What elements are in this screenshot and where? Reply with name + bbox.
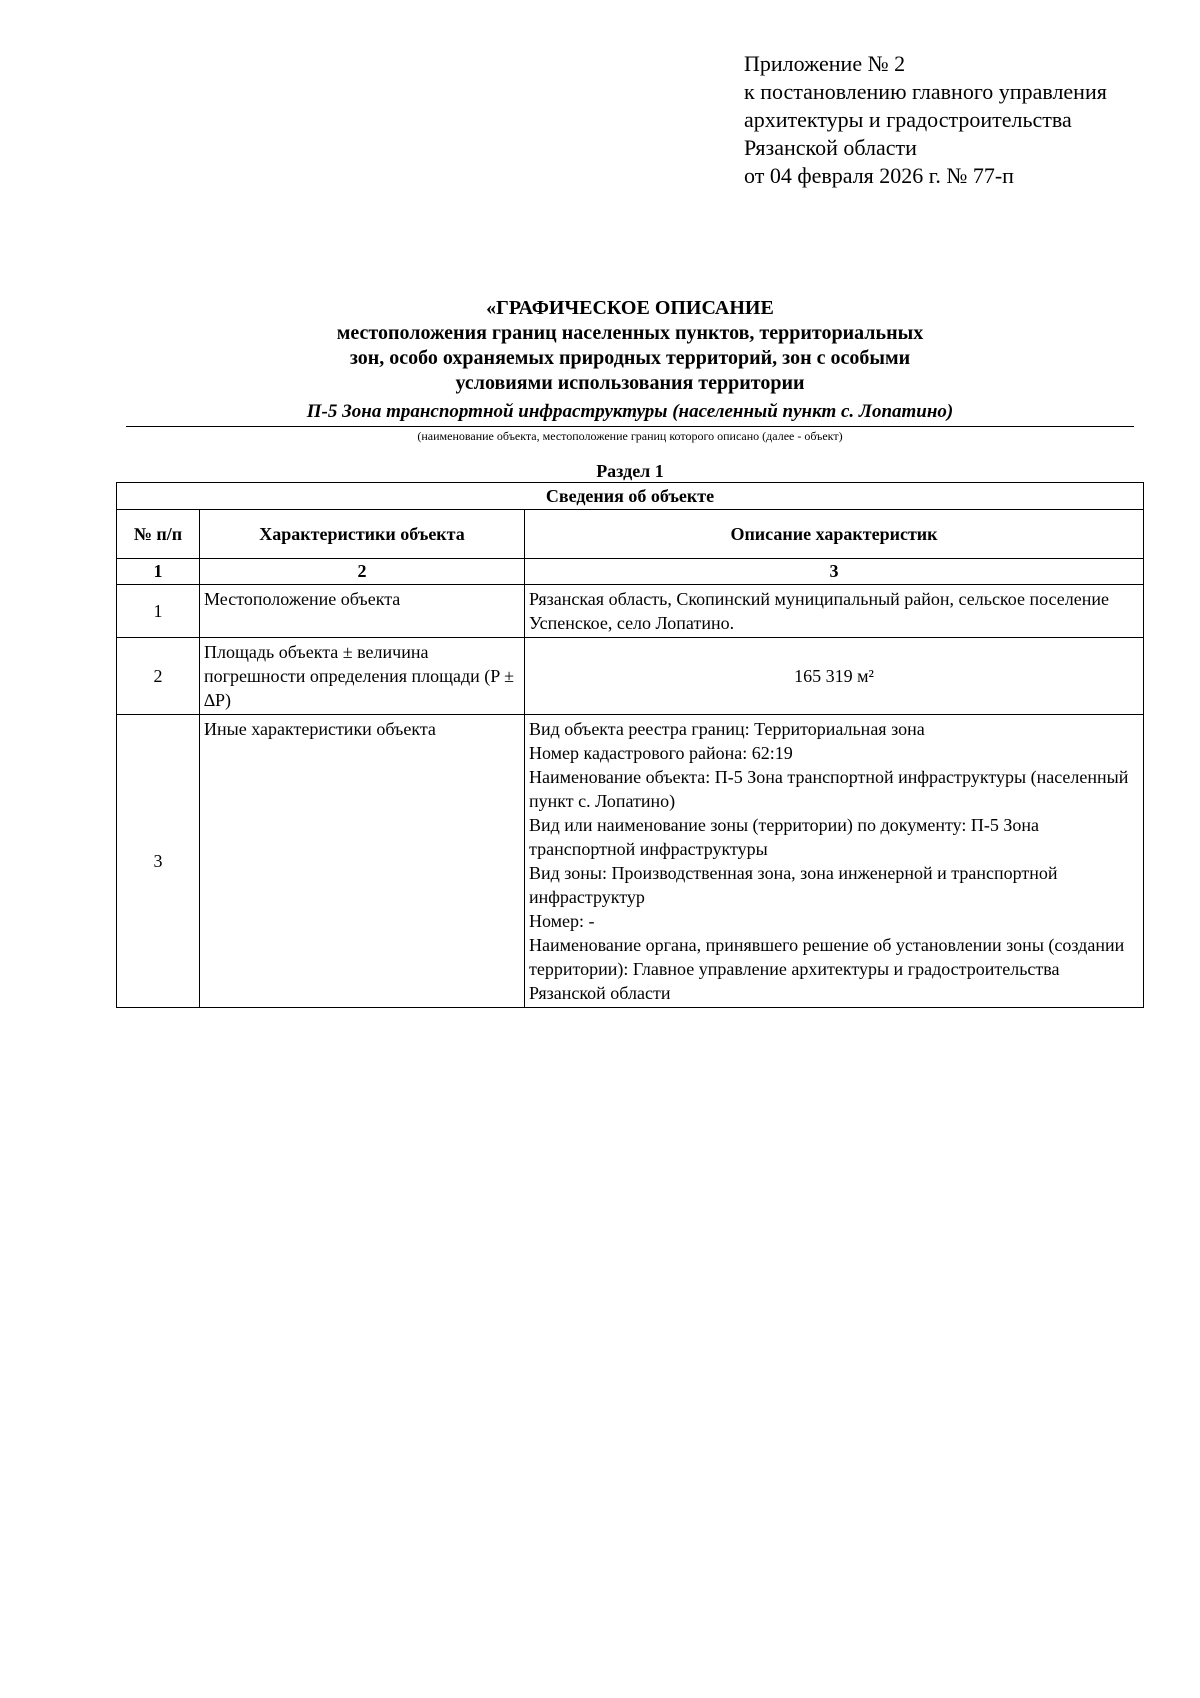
column-number: 2 <box>200 559 525 585</box>
description-line: Номер кадастрового района: 62:19 <box>529 743 793 763</box>
row-num: 3 <box>117 715 200 1008</box>
row-num: 1 <box>117 585 200 638</box>
title-sub-line-3: условиями использования территории <box>455 372 805 394</box>
description-line: Вид зоны: Производственная зона, зона инженерной и транспортной инфраструктур <box>529 863 1058 907</box>
description-line: Наименование объекта: П-5 Зона транспортной инфраструктуры (населенный пункт с. Лопатино) <box>529 767 1129 811</box>
description-line: Номер: - <box>529 911 595 931</box>
header-description: Описание характеристик <box>525 510 1144 559</box>
appendix-header <box>744 50 1107 190</box>
row-characteristic: Местоположение объекта <box>200 585 525 638</box>
header-characteristic: Характеристики объекта <box>200 510 525 559</box>
column-number-row <box>117 559 1144 585</box>
appendix-line-5: от 04 февраля 2026 г. № 77-п <box>744 163 1014 188</box>
title-sub-line-2: зон, особо охраняемых природных территорий, зон с особыми <box>349 347 911 369</box>
row-characteristic: Площадь объекта ± величина погрешности определения площади (P ± ∆P) <box>200 638 525 715</box>
column-number: 1 <box>117 559 200 585</box>
header-num: № п/п <box>117 510 200 559</box>
table-caption: Сведения об объекте <box>117 483 1144 510</box>
object-name: П-5 Зона транспортной инфраструктуры (населенный пункт с. Лопатино) <box>306 401 954 422</box>
appendix-line-3: архитектуры и градостроительства <box>744 107 1072 132</box>
description-line: Наименование органа, принявшего решение об установлении зоны (создании территории): Главное управление архитектуры и градостроительства Рязанской области <box>529 935 1125 1003</box>
appendix-line-4: Рязанской области <box>744 135 917 160</box>
table-header-row <box>117 510 1144 559</box>
table-caption-row <box>117 483 1144 510</box>
row-characteristic: Иные характеристики объекта <box>200 715 525 1008</box>
title-sub-line-1: местоположения границ населенных пунктов, территориальных <box>336 322 924 344</box>
table-row <box>117 715 1144 1008</box>
row-description: Рязанская область, Скопинский муниципальный район, сельское поселение Успенское, село Лопатино. <box>525 585 1144 638</box>
document-title <box>126 296 1134 396</box>
table-row <box>117 585 1144 638</box>
column-number: 3 <box>525 559 1144 585</box>
row-description: 165 319 м² <box>525 638 1144 715</box>
title-main: «ГРАФИЧЕСКОЕ ОПИСАНИЕ <box>486 297 774 319</box>
table-row <box>117 638 1144 715</box>
description-line: Вид или наименование зоны (территории) по документу: П-5 Зона транспортной инфраструктуры <box>529 815 1040 859</box>
section-label: Раздел 1 <box>596 461 664 481</box>
object-underline <box>126 426 1134 427</box>
row-num: 2 <box>117 638 200 715</box>
appendix-line-2: к постановлению главного управления <box>744 79 1107 104</box>
object-caption: (наименование объекта, местоположение границ которого описано (далее - объект) <box>417 429 843 443</box>
row-description <box>525 715 1144 1008</box>
description-line: Вид объекта реестра границ: Территориальная зона <box>529 719 925 739</box>
appendix-line-1: Приложение № 2 <box>744 51 906 76</box>
object-info-table <box>116 482 1144 1008</box>
